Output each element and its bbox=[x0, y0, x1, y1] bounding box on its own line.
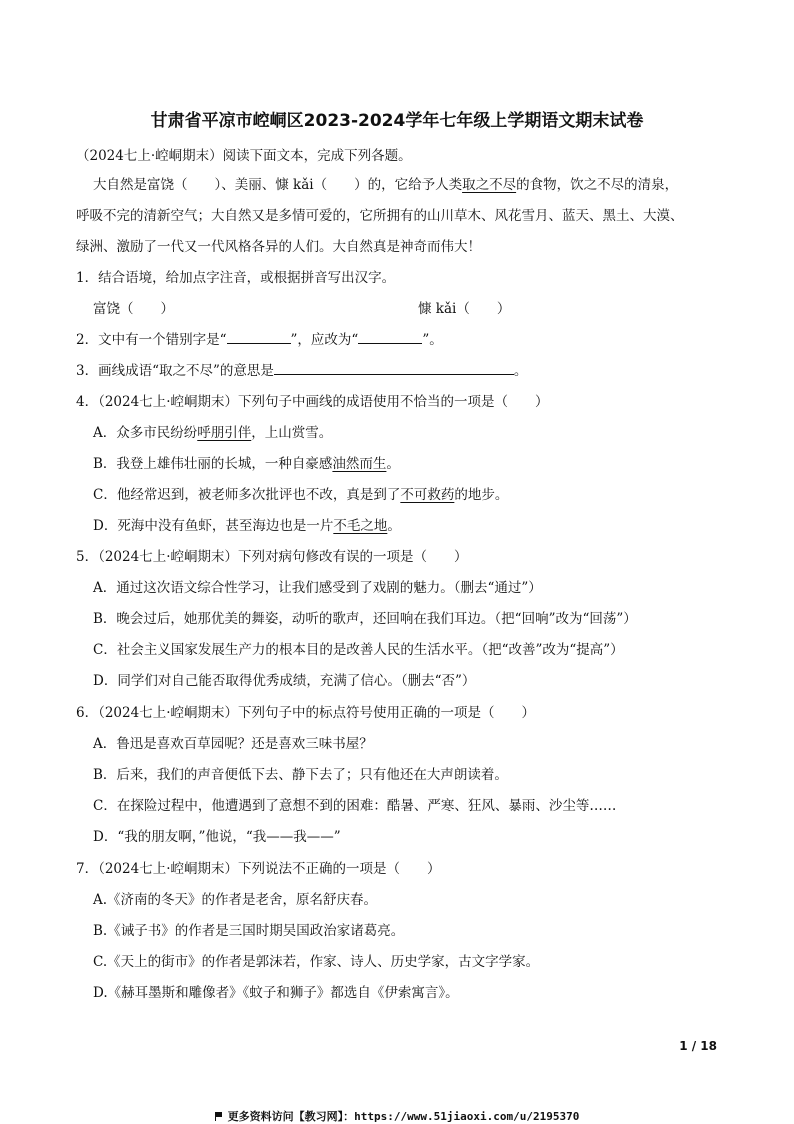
question-5-option-b: B．晚会过后，她那优美的舞姿，动听的歌声，还回响在我们耳边。（把“回响”改为“回荡”） bbox=[93, 611, 637, 627]
option-text: 。 bbox=[386, 456, 400, 472]
option-text: ，上山赏雪。 bbox=[251, 425, 333, 441]
q2-text: ”，应改为“ bbox=[290, 332, 359, 348]
question-7-option-c: C.《天上的街市》的作者是郭沫若，作家、诗人、历史学家，古文字学家。 bbox=[93, 954, 540, 970]
question-7-option-a: A.《济南的冬天》的作者是老舍，原名舒庆春。 bbox=[93, 892, 378, 908]
underlined-idiom: 不毛之地 bbox=[333, 518, 388, 534]
q2-text: ”。 bbox=[422, 332, 443, 348]
question-2 bbox=[76, 331, 443, 349]
passage-line-2: 呼吸不完的清新空气；大自然又是多情可爱的，它所拥有的山川草木、风花雪月、蓝天、黑土、大漠、 bbox=[76, 208, 684, 224]
option-text: A．众多市民纷纷 bbox=[93, 425, 198, 441]
option-text: 。 bbox=[387, 518, 401, 534]
flag-icon bbox=[215, 1112, 224, 1121]
question-4-option-a bbox=[93, 424, 332, 442]
page-title: 甘肃省平凉市崆峒区2023-2024学年七年级上学期语文期末试卷 bbox=[150, 111, 644, 131]
question-1-item-b: 慷 kǎi（ ） bbox=[418, 301, 511, 317]
question-3 bbox=[76, 362, 527, 380]
question-4-option-c bbox=[93, 486, 508, 504]
answer-blank[interactable] bbox=[358, 331, 422, 344]
option-text: 的地步。 bbox=[454, 487, 509, 503]
question-4-stem: 4．（2024七上·崆峒期末）下列句子中画线的成语使用不恰当的一项是（ ） bbox=[76, 394, 549, 410]
q3-text: 。 bbox=[513, 363, 528, 379]
question-1-stem: 1．结合语境，给加点字注音，或根据拼音写出汉字。 bbox=[76, 270, 396, 286]
question-4-option-d bbox=[93, 517, 401, 535]
question-6-option-d: D．“我的朋友啊，”他说，“我——我——” bbox=[93, 829, 341, 845]
option-text: C．他经常迟到，被老师多次批评也不改，真是到了 bbox=[93, 487, 401, 503]
underlined-idiom: 油然而生 bbox=[332, 456, 387, 472]
question-7-stem: 7．（2024七上·崆峒期末）下列说法不正确的一项是（ ） bbox=[76, 861, 441, 877]
passage-text: 的食物，饮之不尽的清泉， bbox=[516, 177, 679, 193]
question-7-option-b: B.《诫子书》的作者是三国时期吴国政治家诸葛亮。 bbox=[93, 923, 405, 939]
underlined-idiom: 呼朋引伴 bbox=[197, 425, 252, 441]
option-text: D．死海中没有鱼虾，甚至海边也是一片 bbox=[93, 518, 334, 534]
question-6-stem: 6．（2024七上·崆峒期末）下列句子中的标点符号使用正确的一项是（ ） bbox=[76, 705, 535, 721]
underlined-idiom: 取之不尽 bbox=[462, 177, 517, 193]
question-5-stem: 5．（2024七上·崆峒期末）下列对病句修改有误的一项是（ ） bbox=[76, 549, 468, 565]
question-5-option-a: A．通过这次语文综合性学习，让我们感受到了戏剧的魅力。（删去“通过”） bbox=[93, 580, 542, 596]
underlined-idiom: 不可救药 bbox=[400, 487, 455, 503]
question-5-option-c: C．社会主义国家发展生产力的根本目的是改善人民的生活水平。（把“改善”改为“提高”） bbox=[93, 642, 624, 658]
q2-text: 2．文中有一个错别字是“ bbox=[76, 332, 227, 348]
answer-blank[interactable] bbox=[274, 362, 514, 375]
question-7-option-d: D.《赫耳墨斯和雕像者》《蚊子和狮子》都选自《伊索寓言》。 bbox=[93, 985, 459, 1001]
question-6-option-c: C．在探险过程中，他遭遇到了意想不到的困难：酷暑、严寒、狂风、暴雨、沙尘等…… bbox=[93, 798, 617, 814]
question-5-option-d: D．同学们对自己能否取得优秀成绩，充满了信心。（删去“否”） bbox=[93, 673, 476, 689]
passage-line-3: 绿洲、激励了一代又一代风格各异的人们。大自然真是神奇而伟大！ bbox=[76, 239, 481, 255]
passage-text: 大自然是富饶（ ）、美丽、慷 kǎi（ ）的，它给予人类 bbox=[93, 177, 463, 193]
footer-text[interactable]: 更多资料访问【教习网】：https://www.51jiaoxi.com/u/2195370 bbox=[227, 1110, 580, 1123]
answer-blank[interactable] bbox=[227, 331, 291, 344]
question-6-option-b: B．后来，我们的声音便低下去、静下去了；只有他还在大声朗读着。 bbox=[93, 767, 508, 783]
option-text: B．我登上雄伟壮丽的长城，一种自豪感 bbox=[93, 456, 333, 472]
passage-line-1 bbox=[93, 176, 678, 194]
question-1-item-a: 富饶（ ） bbox=[93, 301, 174, 317]
question-4-option-b bbox=[93, 455, 400, 473]
q3-text: 3．画线成语“取之不尽”的意思是 bbox=[76, 363, 274, 379]
page-number: 1 / 18 bbox=[679, 1039, 717, 1053]
intro-text: （2024七上·崆峒期末）阅读下面文本，完成下列各题。 bbox=[76, 148, 412, 164]
question-6-option-a: A．鲁迅是喜欢百草园呢？还是喜欢三味书屋？ bbox=[93, 736, 373, 752]
footer-link[interactable] bbox=[0, 1108, 794, 1124]
